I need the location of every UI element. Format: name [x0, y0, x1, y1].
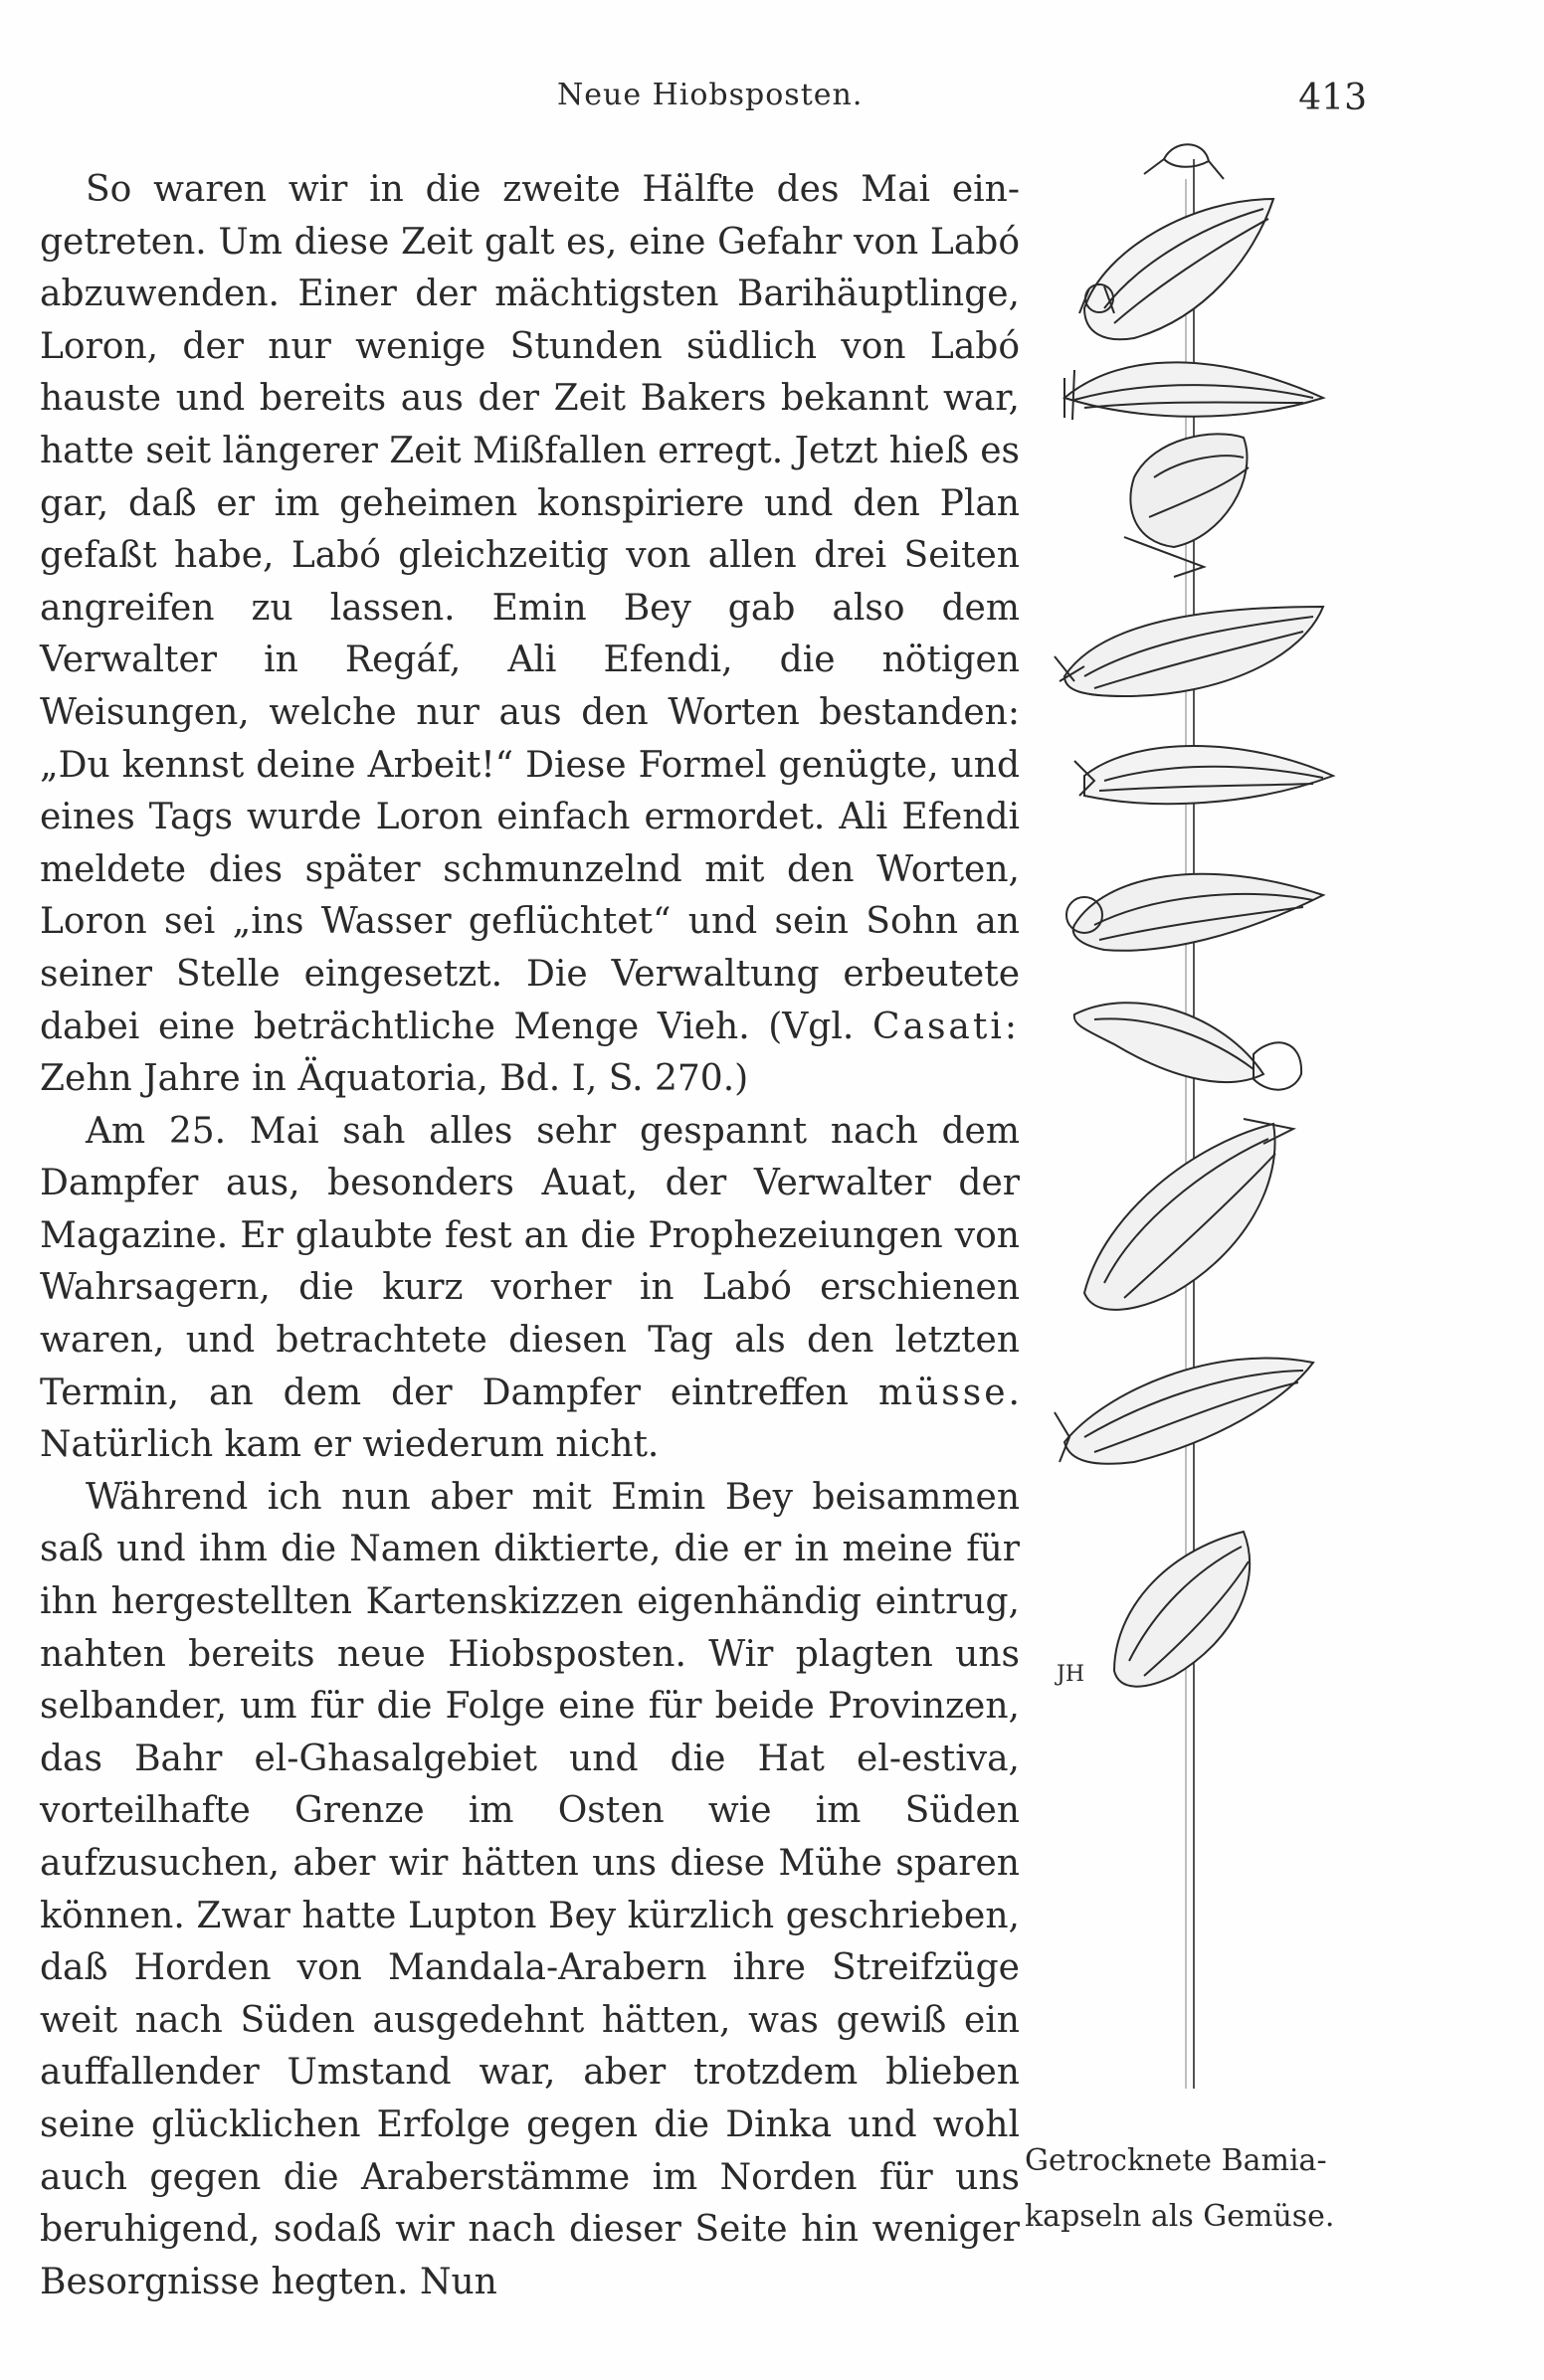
paragraph-3-segment-1: Während ich nun aber mit Emin Bey beisammen saß und ihm die Namen diktierte, die er in meine für ihn hergestellten Kartenskizzen eigenhändig eintrug, nahten bereits neue Hiobsposten. Wir plagten uns selbander, um für die Folge eine für beide Provinzen, das Bahr el-Ghasalgebiet und die Hat el-estiva, vorteilhafte Grenze im Osten wie im Süden aufzusuchen, aber wir hätten uns diese Mühe sparen können. Zwar hatte Lupton Bey kürzlich geschrieben, daß Horden von Mandala-Arabern ihre Streifzüge weit nach Süden ausgedehnt hätten, was gewiß ein auffallender Umstand war, aber trotzdem blieben seine glücklichen Erfolge gegen die Dinka und wohl auch gegen die Araberstämme im Norden für uns beruhigend, sodaß wir nach dieser Seite hin weniger Besorgnisse hegten. Nun	[40, 1476, 1020, 2302]
okra-pod-10	[1114, 1532, 1250, 1687]
paragraph-2	[40, 1106, 1020, 1472]
paragraph-2-segment-3: . Natürlich kam er wiederum nicht.	[40, 1372, 1020, 1466]
okra-pod-1	[1079, 199, 1273, 339]
running-head	[0, 78, 1544, 127]
figure-caption	[1025, 2133, 1403, 2245]
okra-pod-7	[1074, 1003, 1301, 1089]
paragraph-3	[40, 1472, 1020, 2309]
paragraph-1-segment-1: So waren wir in die zweite Hälfte des Mai eingetreten. Um diese Zeit galt es, eine Gefahr von Labó abzuwenden. Einer der mächtigsten Barihäuptlinge, Loron, der nur wenige Stunden südlich von Labó hauste und bereits aus der Zeit Bakers bekannt war, hatte seit längerer Zeit Mißfallen erregt. Jetzt hieß es gar, daß er im geheimen konspiriere und den Plan gefaßt habe, Labó gleichzeitig von allen drei Seiten angreifen zu lassen. Emin Bey gab also dem Verwalter in Regáf, Ali Efendi, die nötigen Weisungen, welche nur aus den Worten bestanden: „Du kennst deine Arbeit!“ Diese Formel genügte, und eines Tags wurde Loron einfach ermordet. Ali Efendi meldete dies später schmunzelnd mit den Worten, Loron sei „ins Wasser geflüchtet“ und sein Sohn an seiner Stelle eingesetzt. Die Verwaltung erbeutete dabei eine beträchtliche Menge Vieh. (Vgl.	[40, 169, 1020, 1047]
okra-pod-4	[1055, 607, 1323, 696]
body-text	[40, 164, 1020, 2308]
caption-line-1: Getrocknete Bamia-	[1025, 2143, 1327, 2178]
paragraph-1-segment-2: Casati:	[871, 1006, 1020, 1047]
paragraph-2-segment-2: müsse	[877, 1372, 1009, 1413]
paragraph-2-segment-1: Am 25. Mai sah alles sehr gespannt nach dem Dampfer aus, besonders Auat, der Verwalter der Magazine. Er glaubte fest an die Prophezeiungen von Wahrsagern, die kurz vorher in Labó erschienen waren, und betrachtete diesen Tag als den letzten Termin, an dem der Dampfer eintreffen	[40, 1110, 1020, 1413]
artist-monogram: JH	[1057, 1662, 1085, 1687]
running-title: Neue Hiobsposten.	[557, 78, 864, 112]
okra-pod-6	[1066, 874, 1323, 951]
okra-pod-9	[1055, 1358, 1313, 1463]
okra-pod-2	[1064, 362, 1323, 420]
okra-illustration	[1045, 139, 1363, 2099]
paragraph-1-segment-3: Zehn Jahre in Äquatoria, Bd. I, S. 270.)	[40, 1058, 749, 1100]
okra-pod-5	[1074, 746, 1333, 804]
caption-line-2: kapseln als Gemüse.	[1025, 2199, 1335, 2234]
page-number: 413	[1298, 78, 1367, 118]
dried-okra-pods-drawing	[1045, 139, 1363, 2099]
paragraph-1	[40, 164, 1020, 1106]
okra-pod-8	[1084, 1119, 1293, 1310]
